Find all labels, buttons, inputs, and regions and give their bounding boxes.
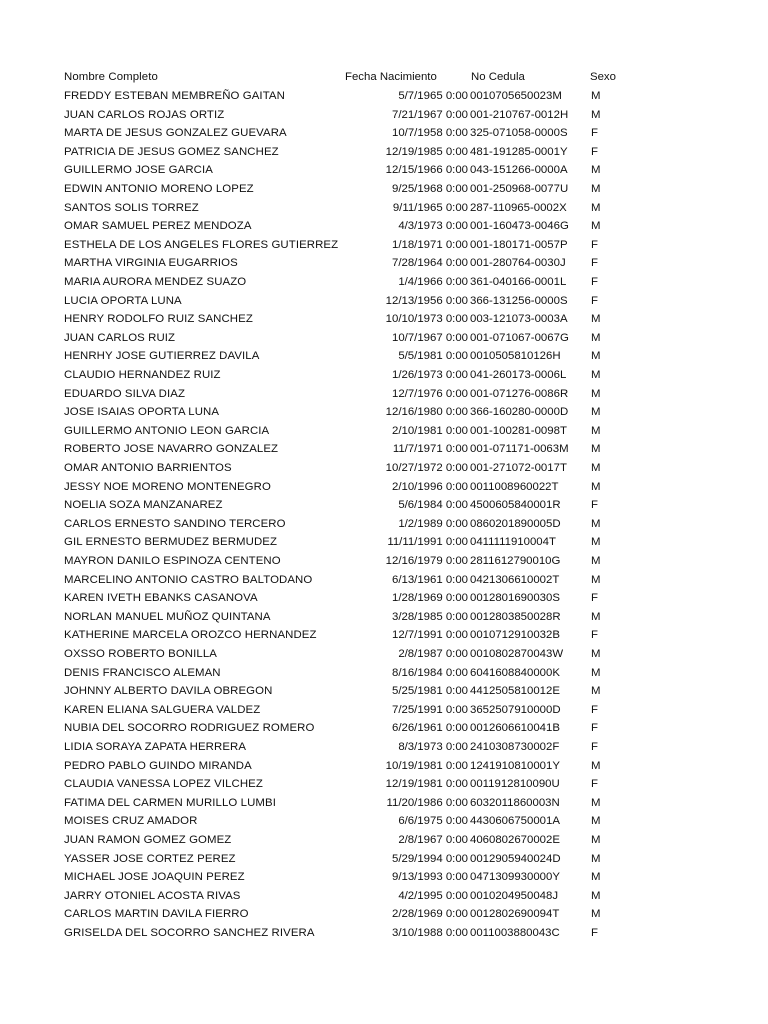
cell-sexo: M xyxy=(591,164,601,177)
cell-nombre: JUAN CARLOS ROJAS ORTIZ xyxy=(64,108,225,121)
table-row xyxy=(0,385,768,404)
cell-fecha-nacimiento: 6/6/1975 0:00 xyxy=(398,815,468,828)
cell-no-cedula: 6041608840000K xyxy=(470,666,560,679)
cell-fecha-nacimiento: 10/10/1973 0:00 xyxy=(385,313,468,326)
cell-sexo: F xyxy=(591,927,598,939)
cell-sexo: M xyxy=(591,871,601,884)
cell-fecha-nacimiento: 9/13/1993 0:00 xyxy=(391,871,468,884)
cell-fecha-nacimiento: 2/10/1996 0:00 xyxy=(391,480,468,493)
table-row xyxy=(0,738,768,757)
cell-nombre: GUILLERMO ANTONIO LEON GARCIA xyxy=(64,424,270,437)
cell-no-cedula: 4412505810012E xyxy=(470,685,560,698)
cell-sexo: M xyxy=(591,387,601,400)
cell-no-cedula: 6032011860003N xyxy=(470,796,560,809)
table-row xyxy=(0,143,768,162)
cell-no-cedula: 001-180171-0057P xyxy=(470,238,568,251)
table-row xyxy=(0,87,768,106)
cell-no-cedula: 0012803850028R xyxy=(470,610,561,623)
cell-nombre: OMAR ANTONIO BARRIENTOS xyxy=(64,462,232,474)
table-row xyxy=(0,273,768,292)
cell-nombre: YASSER JOSE CORTEZ PEREZ xyxy=(64,852,236,865)
cell-nombre: FATIMA DEL CARMEN MURILLO LUMBI xyxy=(64,796,276,809)
cell-sexo: F xyxy=(591,722,598,735)
cell-no-cedula: 0010712910032B xyxy=(470,629,560,642)
cell-nombre: HENRY RODOLFO RUIZ SANCHEZ xyxy=(64,313,253,326)
cell-fecha-nacimiento: 8/3/1973 0:00 xyxy=(398,741,468,753)
cell-no-cedula: 001-071276-0086R xyxy=(470,387,569,400)
cell-no-cedula: 0012905940024D xyxy=(470,852,561,865)
cell-no-cedula: 0860201890005D xyxy=(470,517,561,530)
cell-fecha-nacimiento: 10/19/1981 0:00 xyxy=(385,759,468,772)
cell-fecha-nacimiento: 5/25/1981 0:00 xyxy=(391,685,468,698)
cell-no-cedula: 361-040166-0001L xyxy=(470,276,567,288)
cell-no-cedula: 4060802670002E xyxy=(470,834,560,846)
cell-no-cedula: 003-121073-0003A xyxy=(470,313,568,326)
cell-nombre: NUBIA DEL SOCORRO RODRIGUEZ ROMERO xyxy=(64,722,315,735)
cell-fecha-nacimiento: 1/26/1973 0:00 xyxy=(391,369,468,381)
table-row xyxy=(0,161,768,180)
table-row xyxy=(0,217,768,236)
cell-nombre: GIL ERNESTO BERMUDEZ BERMUDEZ xyxy=(64,536,278,549)
table-row xyxy=(0,552,768,571)
cell-sexo: M xyxy=(591,573,601,586)
cell-fecha-nacimiento: 11/11/1991 0:00 xyxy=(387,536,468,549)
cell-fecha-nacimiento: 7/25/1991 0:00 xyxy=(391,703,468,716)
cell-sexo: M xyxy=(591,536,601,549)
cell-nombre: MICHAEL JOSE JOAQUIN PEREZ xyxy=(64,871,245,884)
cell-nombre: LUCIA OPORTA LUNA xyxy=(64,294,182,307)
cell-sexo: M xyxy=(591,331,601,344)
cell-nombre: MARIA AURORA MENDEZ SUAZO xyxy=(64,276,247,288)
table-row xyxy=(0,887,768,906)
cell-nombre: JUAN CARLOS RUIZ xyxy=(64,331,176,344)
table-row xyxy=(0,571,768,590)
cell-no-cedula: 287-110965-0002X xyxy=(470,201,567,214)
cell-no-cedula: 001-280764-0030J xyxy=(470,257,566,270)
cell-fecha-nacimiento: 9/25/1968 0:00 xyxy=(391,183,468,195)
cell-sexo: F xyxy=(591,257,598,270)
table-row xyxy=(0,775,768,794)
cell-sexo: M xyxy=(591,908,601,921)
cell-nombre: MARTA DE JESUS GONZALEZ GUEVARA xyxy=(64,127,287,140)
cell-fecha-nacimiento: 12/19/1985 0:00 xyxy=(385,145,468,158)
cell-no-cedula: 325-071058-0000S xyxy=(470,127,568,140)
cell-sexo: M xyxy=(591,424,601,437)
table-row xyxy=(0,608,768,627)
cell-nombre: ESTHELA DE LOS ANGELES FLORES GUTIERREZ xyxy=(64,238,339,251)
cell-no-cedula: 4500605840001R xyxy=(470,499,561,512)
table-row xyxy=(0,199,768,218)
header-no-cedula: No Cedula xyxy=(471,71,525,83)
table-row xyxy=(0,236,768,255)
table-row xyxy=(0,626,768,645)
cell-sexo: M xyxy=(591,517,601,530)
table-row xyxy=(0,459,768,478)
cell-nombre: EDWIN ANTONIO MORENO LOPEZ xyxy=(64,183,254,195)
cell-sexo: M xyxy=(591,443,601,456)
cell-no-cedula: 3652507910000D xyxy=(470,703,561,716)
table-row xyxy=(0,347,768,366)
cell-no-cedula: 4430606750001A xyxy=(470,815,560,828)
cell-no-cedula: 001-250968-0077U xyxy=(470,183,569,195)
cell-no-cedula: 0011003880043C xyxy=(470,927,560,939)
cell-no-cedula: 001-071067-0067G xyxy=(470,331,569,344)
cell-nombre: KATHERINE MARCELA OROZCO HERNANDEZ xyxy=(64,629,317,642)
table-row xyxy=(0,478,768,497)
cell-nombre: ROBERTO JOSE NAVARRO GONZALEZ xyxy=(64,443,279,456)
table-row xyxy=(0,329,768,348)
table-row xyxy=(0,366,768,385)
cell-fecha-nacimiento: 5/7/1965 0:00 xyxy=(398,90,468,102)
cell-nombre: MAYRON DANILO ESPINOZA CENTENO xyxy=(64,555,281,567)
cell-no-cedula: 0011912810090U xyxy=(470,778,560,791)
cell-fecha-nacimiento: 7/28/1964 0:00 xyxy=(391,257,468,270)
cell-no-cedula: 0010505810126H xyxy=(470,350,561,363)
table-row xyxy=(0,180,768,199)
table-header-row xyxy=(0,68,768,87)
cell-fecha-nacimiento: 12/7/1991 0:00 xyxy=(391,629,468,642)
table-row xyxy=(0,589,768,608)
cell-no-cedula: 366-160280-0000D xyxy=(470,406,569,419)
cell-sexo: M xyxy=(591,834,601,846)
table-row xyxy=(0,719,768,738)
table-row xyxy=(0,757,768,776)
cell-nombre: CARLOS ERNESTO SANDINO TERCERO xyxy=(64,517,286,530)
cell-sexo: M xyxy=(591,796,601,809)
cell-fecha-nacimiento: 2/10/1981 0:00 xyxy=(391,424,468,437)
cell-no-cedula: 481-191285-0001Y xyxy=(470,145,568,158)
cell-fecha-nacimiento: 7/21/1967 0:00 xyxy=(391,108,468,121)
cell-fecha-nacimiento: 10/7/1967 0:00 xyxy=(391,331,468,344)
cell-nombre: CLAUDIA VANESSA LOPEZ VILCHEZ xyxy=(64,778,263,791)
cell-fecha-nacimiento: 1/4/1966 0:00 xyxy=(398,276,468,288)
cell-nombre: DENIS FRANCISCO ALEMAN xyxy=(64,666,221,679)
cell-fecha-nacimiento: 8/16/1984 0:00 xyxy=(391,666,468,679)
cell-sexo: F xyxy=(591,127,598,140)
cell-sexo: M xyxy=(591,480,601,493)
table-row xyxy=(0,701,768,720)
cell-no-cedula: 2811612790010G xyxy=(470,555,561,567)
cell-nombre: MOISES CRUZ AMADOR xyxy=(64,815,198,828)
cell-fecha-nacimiento: 2/8/1987 0:00 xyxy=(398,648,468,660)
cell-nombre: LIDIA SORAYA ZAPATA HERRERA xyxy=(64,741,247,753)
table-row xyxy=(0,403,768,422)
cell-fecha-nacimiento: 12/16/1980 0:00 xyxy=(385,406,468,419)
cell-nombre: GRISELDA DEL SOCORRO SANCHEZ RIVERA xyxy=(64,927,315,939)
cell-nombre: EDUARDO SILVA DIAZ xyxy=(64,387,186,400)
table-row xyxy=(0,682,768,701)
cell-sexo: F xyxy=(591,294,598,307)
cell-nombre: HENRHY JOSE GUTIERREZ DAVILA xyxy=(64,350,260,363)
cell-no-cedula: 0012802690094T xyxy=(470,908,560,921)
cell-fecha-nacimiento: 12/15/1966 0:00 xyxy=(385,164,468,177)
cell-sexo: F xyxy=(591,703,598,716)
cell-no-cedula: 0010705650023M xyxy=(470,90,562,102)
cell-sexo: M xyxy=(591,406,601,419)
cell-fecha-nacimiento: 12/13/1956 0:00 xyxy=(385,294,468,307)
table-row xyxy=(0,645,768,664)
cell-no-cedula: 1241910810001Y xyxy=(470,759,560,772)
cell-no-cedula: 0012606610041B xyxy=(470,722,560,735)
cell-fecha-nacimiento: 12/16/1979 0:00 xyxy=(385,555,468,567)
cell-fecha-nacimiento: 6/26/1961 0:00 xyxy=(391,722,468,735)
cell-sexo: F xyxy=(591,499,598,512)
cell-fecha-nacimiento: 10/7/1958 0:00 xyxy=(391,127,468,140)
cell-sexo: M xyxy=(591,313,601,326)
cell-sexo: M xyxy=(591,90,601,102)
cell-fecha-nacimiento: 4/2/1995 0:00 xyxy=(398,889,468,902)
cell-sexo: M xyxy=(591,852,601,865)
cell-fecha-nacimiento: 3/10/1988 0:00 xyxy=(391,927,468,939)
cell-no-cedula: 001-100281-0098T xyxy=(470,424,567,437)
cell-sexo: M xyxy=(591,201,601,214)
cell-sexo: M xyxy=(591,685,601,698)
cell-sexo: F xyxy=(591,238,598,251)
table-row xyxy=(0,422,768,441)
cell-sexo: M xyxy=(591,759,601,772)
cell-fecha-nacimiento: 9/11/1965 0:00 xyxy=(392,201,468,214)
cell-sexo: M xyxy=(591,889,601,902)
cell-no-cedula: 366-131256-0000S xyxy=(470,294,568,307)
cell-fecha-nacimiento: 11/7/1971 0:00 xyxy=(392,443,468,456)
cell-sexo: F xyxy=(591,741,598,753)
cell-no-cedula: 0012801690030S xyxy=(470,592,560,605)
table-row xyxy=(0,106,768,125)
cell-nombre: KAREN ELIANA SALGUERA VALDEZ xyxy=(64,703,261,716)
cell-sexo: F xyxy=(591,778,598,791)
cell-sexo: M xyxy=(591,666,601,679)
cell-sexo: F xyxy=(591,276,598,288)
table-row xyxy=(0,905,768,924)
cell-sexo: M xyxy=(591,369,601,381)
cell-nombre: JOHNNY ALBERTO DAVILA OBREGON xyxy=(64,685,273,698)
cell-nombre: CARLOS MARTIN DAVILA FIERRO xyxy=(64,908,249,921)
cell-fecha-nacimiento: 5/5/1981 0:00 xyxy=(398,350,468,363)
table-row xyxy=(0,831,768,850)
cell-no-cedula: 001-271072-0017T xyxy=(470,462,567,474)
header-nombre-completo: Nombre Completo xyxy=(64,71,158,83)
cell-sexo: M xyxy=(591,350,601,363)
cell-nombre: GUILLERMO JOSE GARCIA xyxy=(64,164,213,177)
cell-fecha-nacimiento: 5/29/1994 0:00 xyxy=(391,852,468,865)
cell-nombre: PEDRO PABLO GUINDO MIRANDA xyxy=(64,759,252,772)
cell-no-cedula: 0411111910004T xyxy=(470,536,556,549)
table-row xyxy=(0,254,768,273)
table-row xyxy=(0,124,768,143)
cell-no-cedula: 0010802870043W xyxy=(470,648,564,660)
table-row xyxy=(0,533,768,552)
table-row xyxy=(0,440,768,459)
cell-fecha-nacimiento: 2/8/1967 0:00 xyxy=(398,834,468,846)
cell-sexo: M xyxy=(591,183,601,195)
cell-fecha-nacimiento: 5/6/1984 0:00 xyxy=(398,499,468,512)
cell-fecha-nacimiento: 3/28/1985 0:00 xyxy=(391,610,468,623)
cell-no-cedula: 041-260173-0006L xyxy=(470,369,567,381)
cell-no-cedula: 2410308730002F xyxy=(470,741,560,753)
table-row xyxy=(0,794,768,813)
cell-sexo: F xyxy=(591,592,598,605)
table-row xyxy=(0,924,768,943)
cell-nombre: OXSSO ROBERTO BONILLA xyxy=(64,648,217,660)
cell-nombre: JUAN RAMON GOMEZ GOMEZ xyxy=(64,834,232,846)
cell-nombre: SANTOS SOLIS TORREZ xyxy=(64,201,199,214)
cell-fecha-nacimiento: 1/2/1989 0:00 xyxy=(398,517,468,530)
table-row xyxy=(0,292,768,311)
cell-nombre: KAREN IVETH EBANKS CASANOVA xyxy=(64,592,258,605)
cell-sexo: F xyxy=(591,629,598,642)
header-sexo: Sexo xyxy=(590,71,616,83)
cell-nombre: JOSE ISAIAS OPORTA LUNA xyxy=(64,406,220,419)
cell-fecha-nacimiento: 12/19/1981 0:00 xyxy=(385,778,468,791)
cell-sexo: F xyxy=(591,145,598,158)
table-row xyxy=(0,496,768,515)
cell-sexo: M xyxy=(591,648,601,660)
cell-no-cedula: 001-160473-0046G xyxy=(470,220,569,233)
cell-fecha-nacimiento: 1/18/1971 0:00 xyxy=(391,238,468,251)
cell-nombre: CLAUDIO HERNANDEZ RUIZ xyxy=(64,369,221,381)
cell-fecha-nacimiento: 4/3/1973 0:00 xyxy=(398,220,468,233)
table-row xyxy=(0,515,768,534)
cell-sexo: M xyxy=(591,555,601,567)
cell-fecha-nacimiento: 10/27/1972 0:00 xyxy=(385,462,468,474)
table-row xyxy=(0,664,768,683)
cell-no-cedula: 0471309930000Y xyxy=(470,871,560,884)
cell-nombre: MARCELINO ANTONIO CASTRO BALTODANO xyxy=(64,573,313,586)
cell-fecha-nacimiento: 2/28/1969 0:00 xyxy=(391,908,468,921)
header-fecha-nacimiento: Fecha Nacimiento xyxy=(345,71,437,83)
cell-no-cedula: 001-210767-0012H xyxy=(470,108,569,121)
cell-nombre: JARRY OTONIEL ACOSTA RIVAS xyxy=(64,889,241,902)
cell-no-cedula: 0011008960022T xyxy=(470,480,559,493)
cell-nombre: NORLAN MANUEL MUÑOZ QUINTANA xyxy=(64,610,271,623)
cell-sexo: M xyxy=(591,610,601,623)
cell-nombre: PATRICIA DE JESUS GOMEZ SANCHEZ xyxy=(64,145,279,158)
table-row xyxy=(0,310,768,329)
cell-sexo: M xyxy=(591,815,601,828)
cell-fecha-nacimiento: 6/13/1961 0:00 xyxy=(391,573,468,586)
table-row xyxy=(0,868,768,887)
cell-no-cedula: 0421306610002T xyxy=(470,573,560,586)
cell-fecha-nacimiento: 12/7/1976 0:00 xyxy=(391,387,468,400)
cell-no-cedula: 001-071171-0063M xyxy=(470,443,569,456)
cell-nombre: FREDDY ESTEBAN MEMBREÑO GAITAN xyxy=(64,90,285,102)
cell-no-cedula: 043-151266-0000A xyxy=(470,164,568,177)
cell-no-cedula: 0010204950048J xyxy=(470,889,559,902)
cell-fecha-nacimiento: 11/20/1986 0:00 xyxy=(386,796,468,809)
cell-fecha-nacimiento: 1/28/1969 0:00 xyxy=(391,592,468,605)
cell-sexo: M xyxy=(591,462,601,474)
cell-nombre: JESSY NOE MORENO MONTENEGRO xyxy=(64,480,271,493)
table-row xyxy=(0,812,768,831)
cell-nombre: MARTHA VIRGINIA EUGARRIOS xyxy=(64,257,238,270)
table-row xyxy=(0,850,768,869)
cell-sexo: M xyxy=(591,220,601,233)
cell-sexo: M xyxy=(591,108,601,121)
cell-nombre: NOELIA SOZA MANZANAREZ xyxy=(64,499,223,512)
cell-nombre: OMAR SAMUEL PEREZ MENDOZA xyxy=(64,220,252,233)
